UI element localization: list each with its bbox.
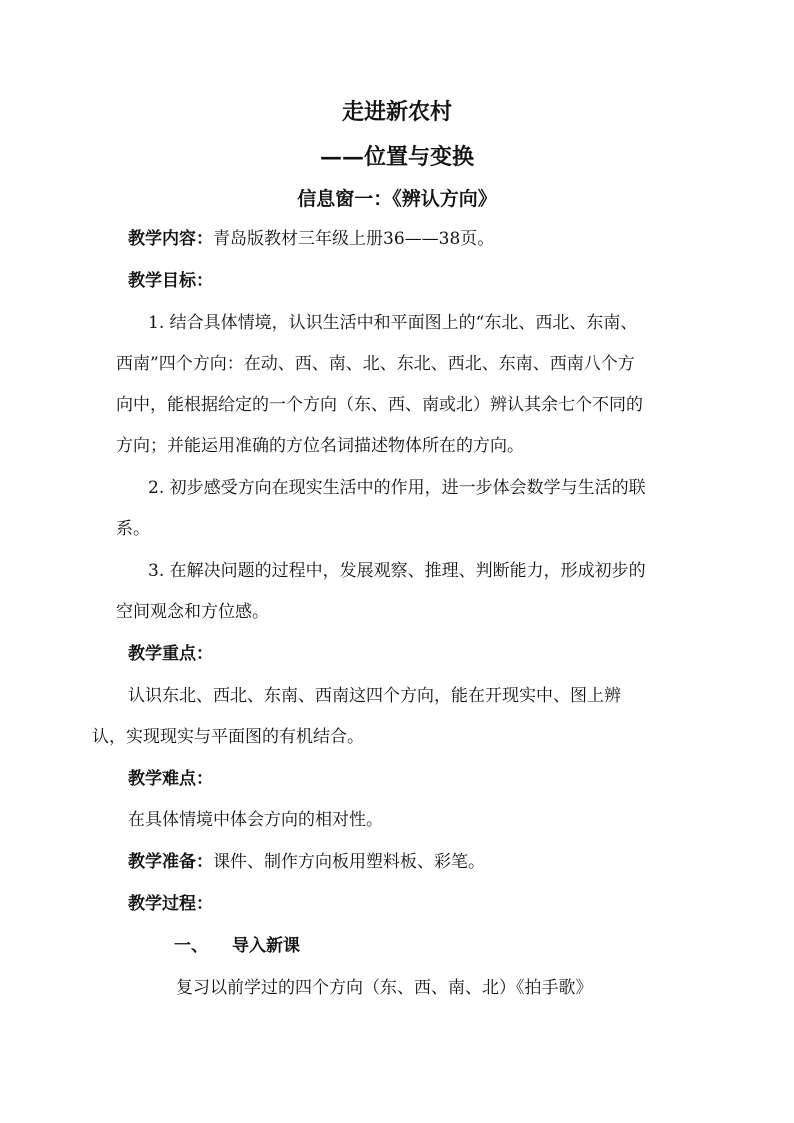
preparation-text: 课件、制作方向板用塑料板、彩笔。 [213,852,485,872]
content-line [128,228,494,250]
objective-1-line-2: 西南”四个方向：在动、西、南、北、东北、西北、东南、西南八个方 [116,354,635,374]
step-1-number: 一、 [174,936,208,956]
document-subtitle: ——位置与变换 [319,144,474,170]
content-text: 青岛版教材三年级上册36——38页。 [213,229,495,249]
objective-3-line-1: 3. 在解决问题的过程中，发展观察、推理、判断能力，形成初步的 [148,561,646,581]
difficulties-label: 教学难点： [128,769,213,789]
objective-2-line-2: 系。 [116,519,150,539]
objective-1-line-1: 1. 结合具体情境，认识生活中和平面图上的“东北、西北、东南、 [148,313,638,333]
key-points-line-2: 认，实现现实与平面图的有机结合。 [92,727,364,747]
preparation-line [128,851,485,873]
preparation-label: 教学准备： [128,852,213,872]
objective-1-line-4: 方向；并能运用准确的方位名词描述物体所在的方向。 [116,436,524,456]
objective-2-line-1: 2. 初步感受方向在现实生活中的作用，进一步体会数学与生活的联 [148,478,646,498]
key-points-line-1: 认识东北、西北、东南、西南这四个方向，能在开现实中、图上辨 [128,686,621,706]
step-1-text: 复习以前学过的四个方向（东、西、南、北）《拍手歌》 [176,978,593,998]
content-label: 教学内容： [128,229,213,249]
key-points-label: 教学重点： [128,644,213,664]
difficulties-text: 在具体情境中体会方向的相对性。 [128,810,383,830]
document-title: 走进新农村 [341,99,452,125]
objectives-label: 教学目标： [128,271,213,291]
process-label: 教学过程： [128,894,213,914]
step-1-title: 导入新课 [232,936,300,956]
objective-1-line-3: 向中，能根据给定的一个方向（东、西、南或北）辨认其余七个不同的 [116,395,643,415]
section-title: 信息窗一：《辨认方向》 [297,188,497,210]
objective-3-line-2: 空间观念和方位感。 [116,602,269,622]
